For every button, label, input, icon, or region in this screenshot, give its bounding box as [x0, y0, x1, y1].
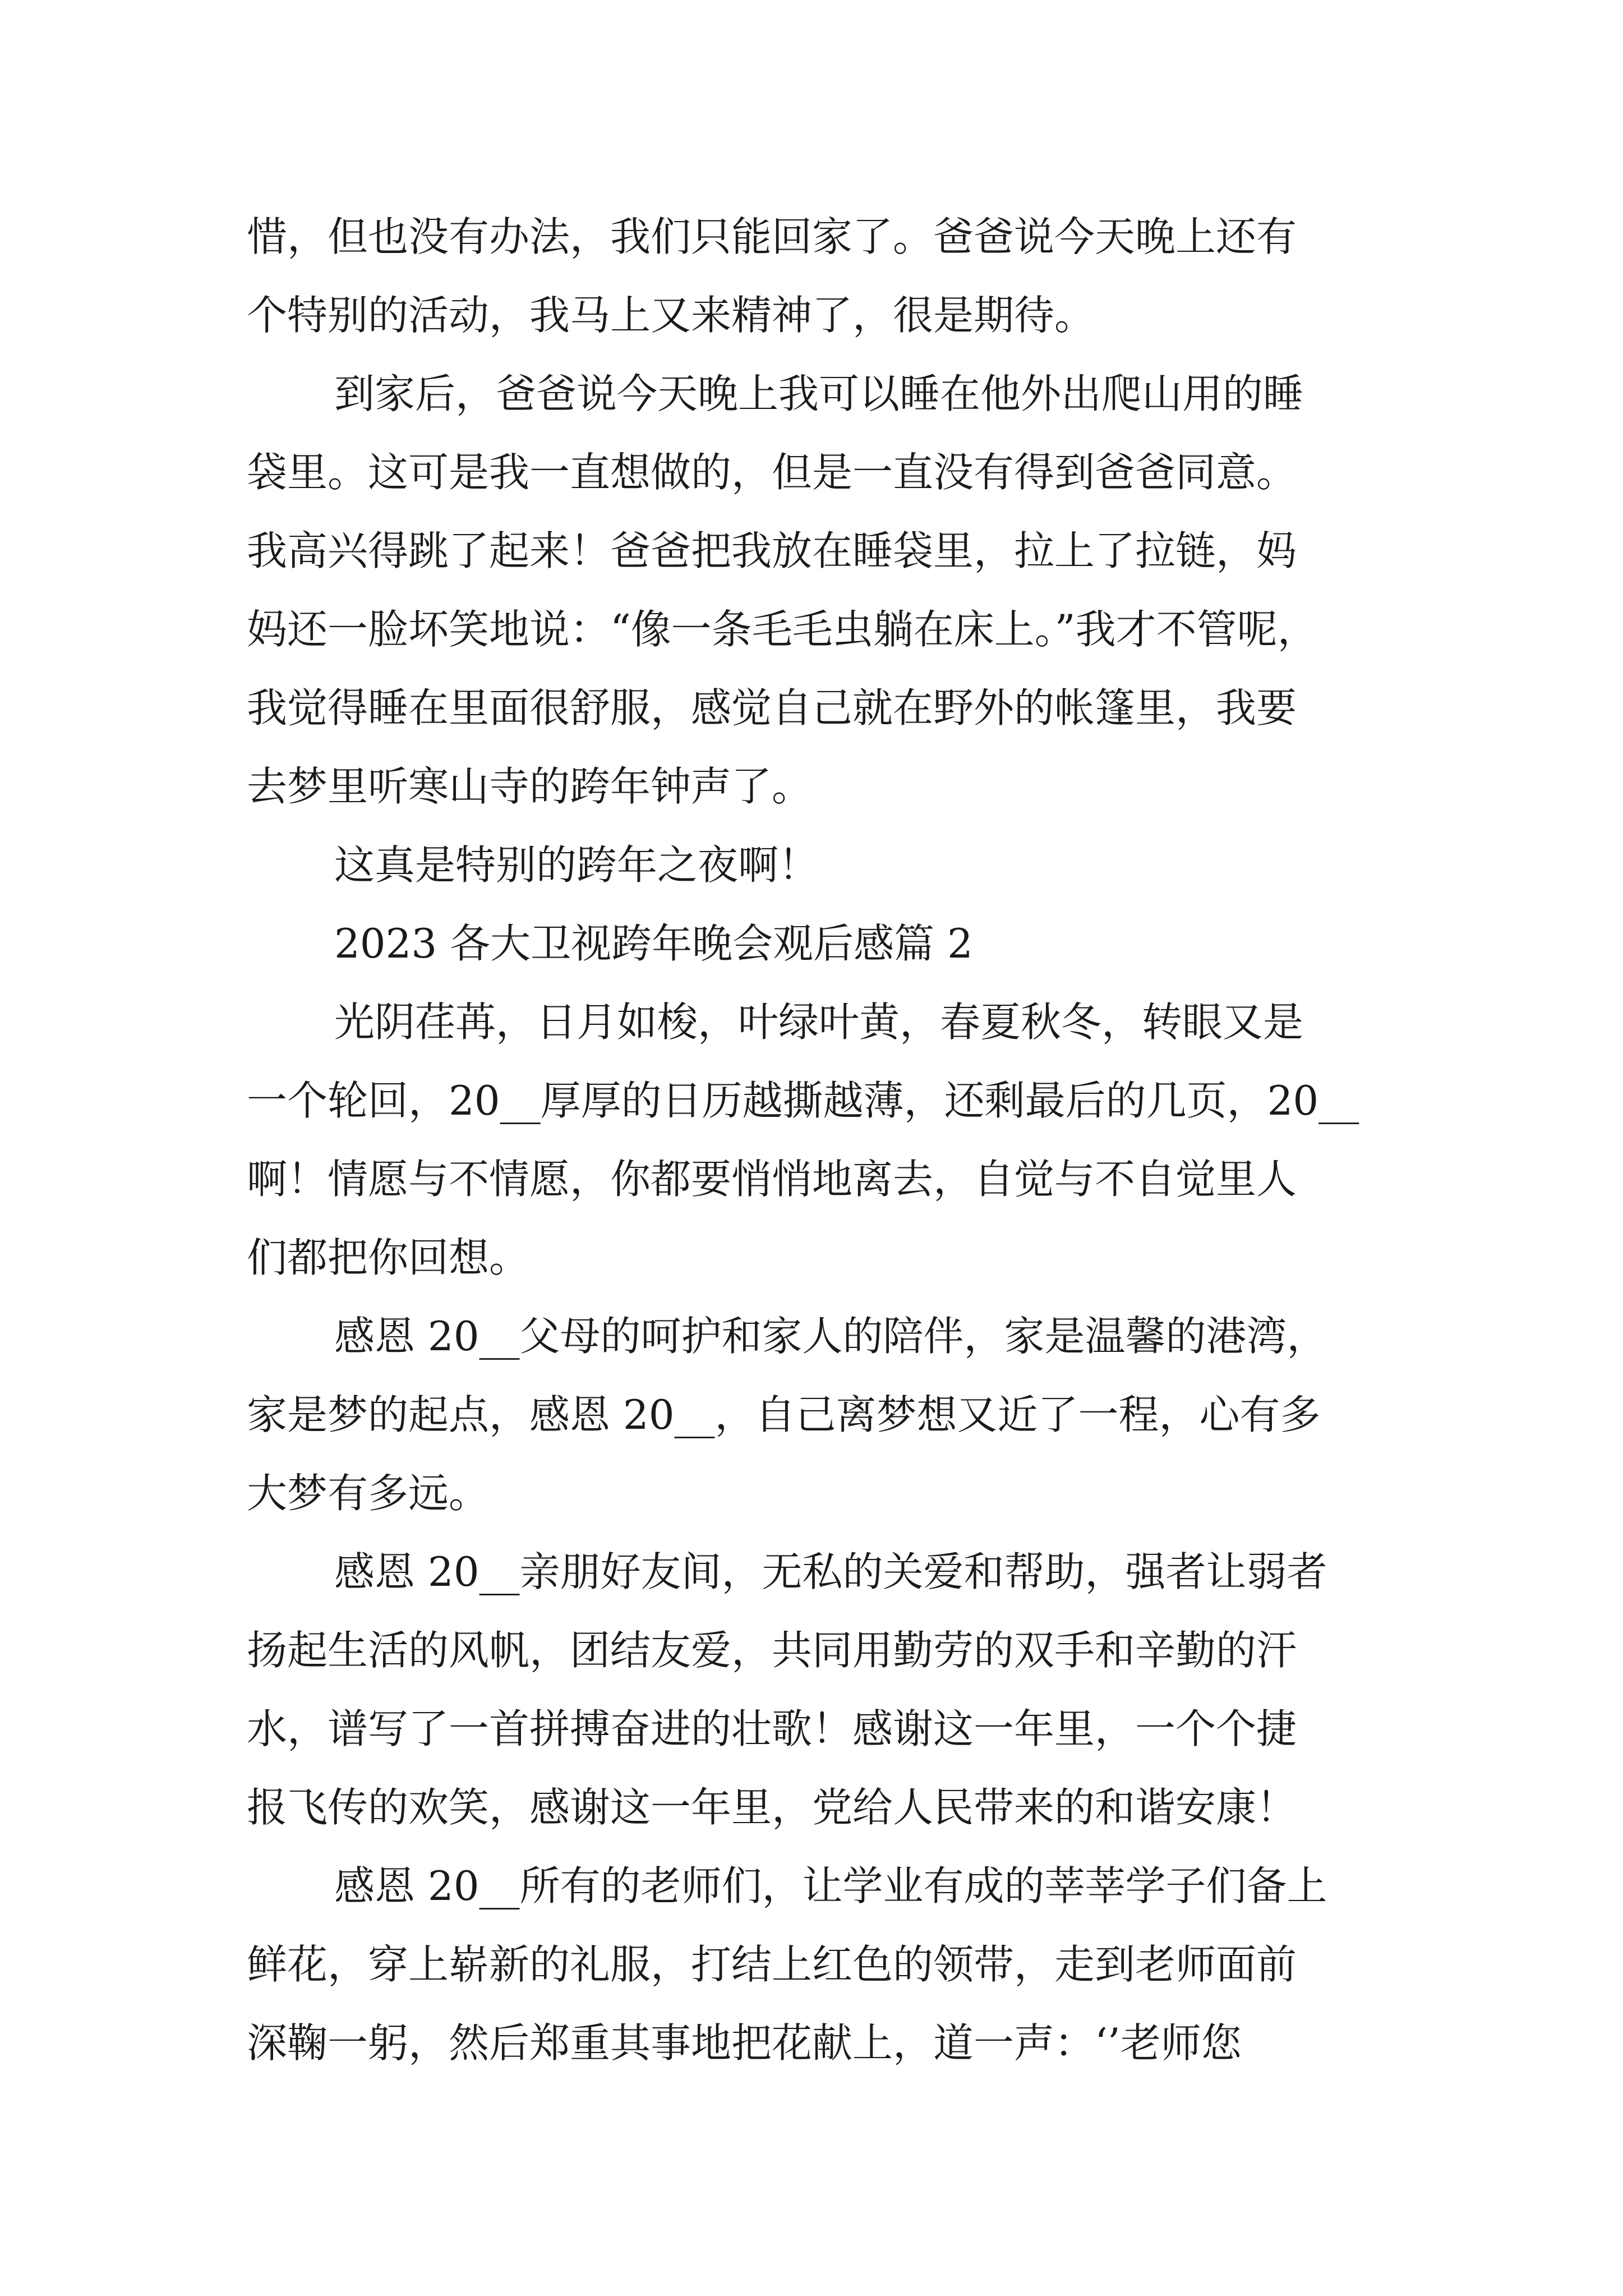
text-line: 啊！情愿与不情愿，你都要悄悄地离去，自觉与不自觉里人: [247, 1156, 1297, 1203]
text-line: 报飞传的欢笑，感谢这一年里，党给人民带来的和谐安康！: [247, 1784, 1297, 1831]
paragraph-start-line: 感恩 20__父母的呵护和家人的陪伴，家是温馨的港湾，: [334, 1313, 1327, 1360]
paragraph-start-line: 感恩 20__亲朋好友间，无私的关爱和帮助，强者让弱者: [334, 1548, 1327, 1595]
document-body: [247, 197, 1391, 2082]
text-line: 家是梦的起点，感恩 20__，自己离梦想又近了一程，心有多: [247, 1391, 1321, 1438]
section-heading: 2023 各大卫视跨年晚会观后感篇 2: [334, 920, 973, 967]
text-line: 我觉得睡在里面很舒服，感觉自己就在野外的帐篷里，我要: [247, 684, 1297, 731]
text-line: 去梦里听寒山寺的跨年钟声了。: [247, 763, 813, 810]
text-line: 一个轮回，20__厚厚的日历越撕越薄，还剩最后的几页，20__: [247, 1077, 1359, 1124]
text-line: 妈还一脸坏笑地说：“像一条毛毛虫躺在床上。”我才不管呢，: [247, 606, 1318, 653]
text-line: 个特别的活动，我马上又来精神了，很是期待。: [247, 292, 1095, 339]
text-line: 们都把你回想。: [247, 1234, 530, 1281]
paragraph-start-line: 到家后，爸爸说今天晚上我可以睡在他外出爬山用的睡: [334, 370, 1304, 417]
text-line: 我高兴得跳了起来！爸爸把我放在睡袋里，拉上了拉链，妈: [247, 527, 1297, 574]
paragraph-start-line: 感恩 20__所有的老师们，让学业有成的莘莘学子们备上: [334, 1862, 1327, 1910]
text-line: 惜，但也没有办法，我们只能回家了。爸爸说今天晚上还有: [247, 213, 1297, 260]
text-line: 深鞠一躬，然后郑重其事地把花献上，道一声：‘’老师您: [247, 2019, 1242, 2067]
text-line: 鲜花，穿上崭新的礼服，打结上红色的领带，走到老师面前: [247, 1941, 1297, 1988]
text-line: 扬起生活的风帆，团结友爱，共同用勤劳的双手和辛勤的汗: [247, 1627, 1297, 1674]
text-line: 袋里。这可是我一直想做的，但是一直没有得到爸爸同意。: [247, 449, 1297, 496]
text-line: 大梦有多远。: [247, 1470, 490, 1517]
paragraph-start-line: 这真是特别的跨年之夜啊！: [334, 841, 819, 889]
paragraph-start-line: 光阴荏苒，日月如梭，叶绿叶黄，春夏秋冬，转眼又是: [334, 999, 1304, 1046]
text-line: 水，谱写了一首拼搏奋进的壮歌！感谢这一年里，一个个捷: [247, 1705, 1297, 1752]
